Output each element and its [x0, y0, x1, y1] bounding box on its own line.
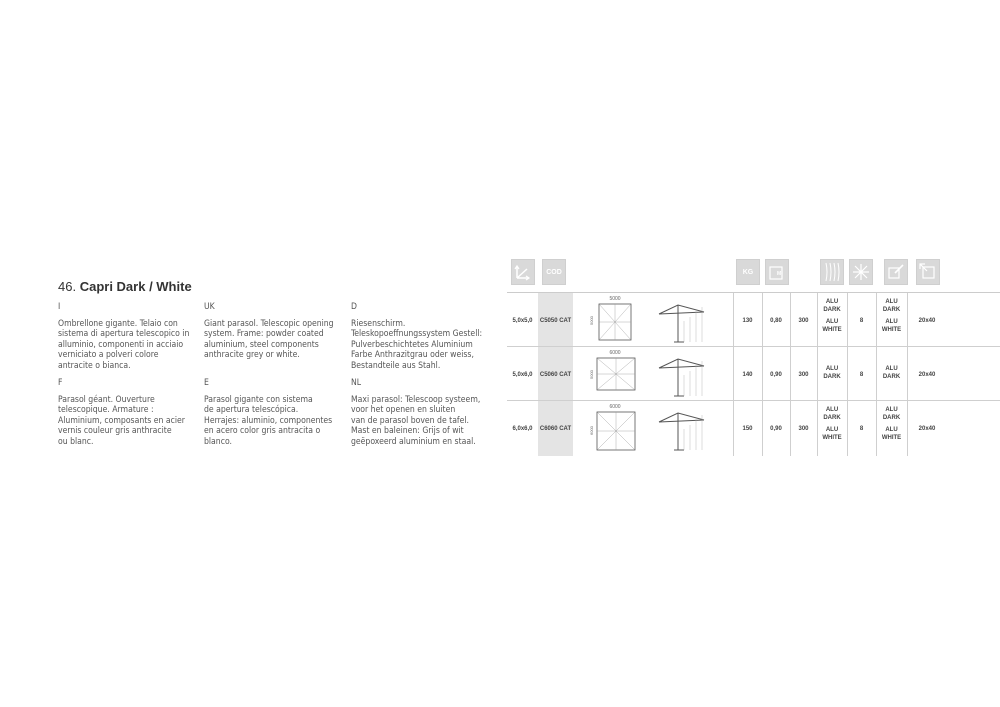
- frame-line: DARK: [823, 415, 841, 421]
- color-icon: [884, 259, 908, 285]
- kg-cell: 130: [742, 318, 753, 324]
- size-cell: 5,0x5,0: [512, 318, 533, 324]
- m2-cell: 0,80: [770, 318, 782, 324]
- canvas-line: DARK: [882, 415, 901, 421]
- side-dimension: 5000: [589, 370, 594, 379]
- top-dimension: 6000: [609, 350, 621, 356]
- canvas-line: ALU: [885, 407, 898, 413]
- frame-cell: [817, 298, 847, 334]
- description-text: Ombrellone gigante. Telaio con sistema di apertura telescopico in alluminio, componenti in acciaio verniciato a polveri colore antracite o bianca.: [58, 318, 190, 371]
- frame-line: ALU: [825, 407, 839, 413]
- canvas-line: ALU: [885, 366, 898, 372]
- language-label: F: [58, 378, 63, 388]
- canvas-line: DARK: [882, 374, 901, 380]
- description-nl: [351, 378, 491, 448]
- language-label: E: [204, 378, 209, 388]
- canvas-line: WHITE: [881, 327, 902, 333]
- canvas-cell: [876, 298, 907, 334]
- m2-label: M²: [777, 271, 783, 277]
- frame-line: ALU: [825, 299, 839, 305]
- side-dimension: 6000: [589, 426, 594, 435]
- ribs-cell: 8: [859, 318, 864, 324]
- wind-icon: [849, 259, 873, 285]
- product-number: 46.: [58, 279, 77, 294]
- canvas-line: ALU: [885, 427, 898, 433]
- packing-cell: 20x40: [918, 318, 936, 324]
- wood-icon: [820, 259, 844, 285]
- cod-label: COD: [546, 268, 562, 276]
- description-fr: [58, 378, 198, 448]
- code-cell: C6060 CAT: [539, 426, 572, 432]
- frame-line: ALU: [825, 366, 839, 372]
- side-view-diagram: [654, 351, 734, 399]
- top-dimension: 5000: [609, 296, 621, 302]
- table-row: [507, 401, 1000, 455]
- description-it: [58, 302, 198, 372]
- frame-cell: [817, 365, 847, 381]
- canvas-line: DARK: [882, 307, 901, 313]
- top-view-diagram: [587, 403, 647, 453]
- canvas-cell: [876, 365, 907, 381]
- language-label: I: [58, 302, 61, 312]
- description-text: Maxi parasol: Telescoop systeem, voor het openen en sluiten van de parasol boven de tafel. Mast en baleinen: Grijs of wit geëpoxeerd aluminium en staal.: [351, 394, 481, 447]
- canvas-line: WHITE: [881, 435, 902, 441]
- product-name: Capri Dark / White: [79, 279, 192, 294]
- side-view-diagram: [654, 405, 734, 453]
- size-cell: 6,0x6,0: [512, 426, 533, 432]
- kg-label: KG: [742, 268, 754, 276]
- description-text: Giant parasol. Telescopic opening system. Frame: powder coated aluminium, steel components anthracite grey or white.: [204, 318, 334, 361]
- frame-line: DARK: [823, 307, 841, 313]
- product-title: [58, 279, 192, 294]
- kg-cell: 150: [742, 426, 753, 432]
- kg-cell: 140: [742, 372, 753, 378]
- frame-cell: [817, 406, 847, 442]
- packing-icon: [916, 259, 940, 285]
- packing-cell: 20x40: [918, 426, 936, 432]
- size-cell: 5,0x6,0: [512, 372, 533, 378]
- packing-cell: 20x40: [918, 372, 936, 378]
- top-view-diagram: [587, 349, 647, 399]
- ribs-cell: 8: [859, 372, 864, 378]
- m2-cell: 0,90: [770, 372, 782, 378]
- code-cell: C5050 CAT: [539, 318, 572, 324]
- description-text: Parasol gigante con sistema de apertura telescópica. Herrajes: aluminio, componentes en acero color gris antracita o blanco.: [204, 394, 333, 447]
- code-cell: C5060 CAT: [539, 372, 572, 378]
- top-view-diagram: [587, 295, 647, 345]
- canvas-line: ALU: [885, 319, 898, 325]
- area-icon: [765, 259, 789, 285]
- qty-cell: 300: [798, 318, 809, 324]
- frame-line: ALU: [825, 319, 839, 325]
- table-row: [507, 293, 1000, 347]
- side-view-diagram: [654, 297, 734, 345]
- table-row: [507, 347, 1000, 401]
- language-label: NL: [351, 378, 362, 388]
- frame-line: WHITE: [822, 327, 842, 333]
- description-es: [204, 378, 344, 448]
- description-de: [351, 302, 491, 372]
- description-text: Parasol géant. Ouverture telescopique. Armature : Aluminium, composants en acier vernis couleur gris anthracite ou blanc.: [58, 394, 185, 447]
- canvas-cell: [876, 406, 907, 442]
- frame-line: WHITE: [822, 435, 842, 441]
- qty-cell: 300: [798, 372, 809, 378]
- side-dimension: 5000: [589, 316, 594, 325]
- size-icon: [511, 259, 535, 285]
- top-dimension: 6000: [609, 404, 621, 410]
- ribs-cell: 8: [859, 426, 864, 432]
- description-uk: [204, 302, 344, 361]
- language-label: D: [351, 302, 357, 312]
- frame-line: DARK: [823, 374, 841, 380]
- language-label: UK: [204, 302, 215, 312]
- frame-line: ALU: [825, 427, 839, 433]
- qty-cell: 300: [798, 426, 809, 432]
- cod-header: [542, 259, 566, 285]
- canvas-line: ALU: [885, 299, 898, 305]
- description-text: Riesenschirm. Teleskopoeffnungssystem Gestell: Pulverbeschichtetes Aluminium Farbe Anthrazitgrau oder weiss, Bestandteile aus Stahl.: [351, 318, 483, 371]
- weight-icon: [736, 259, 760, 285]
- m2-cell: 0,90: [770, 426, 782, 432]
